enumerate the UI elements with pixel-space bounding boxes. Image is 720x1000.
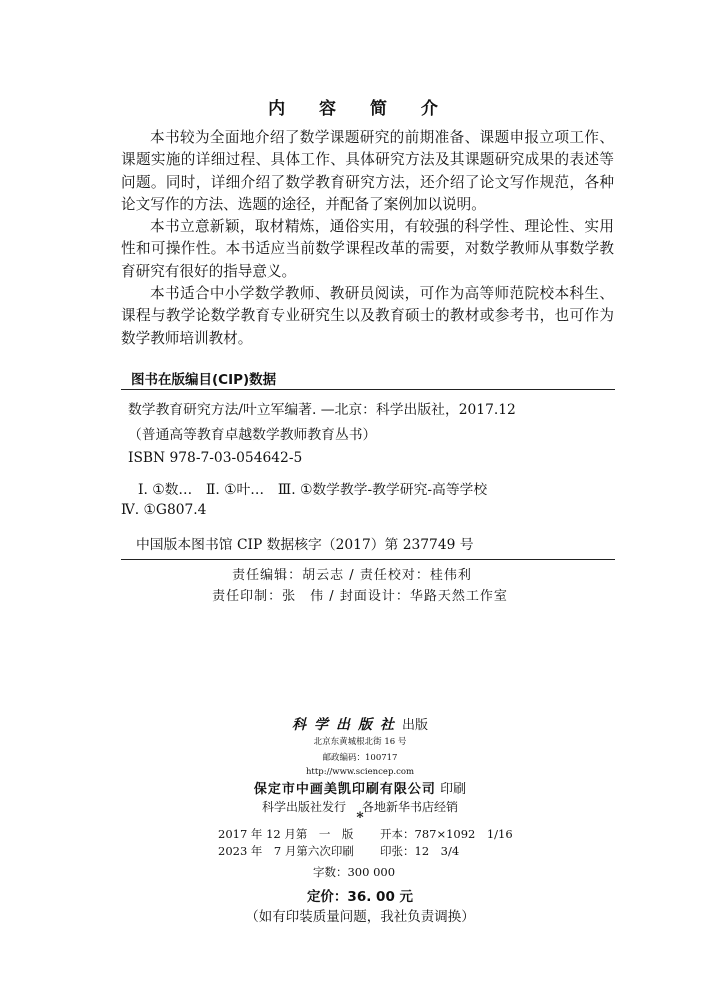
cip-classification: Ⅳ. ①G807.4 xyxy=(121,502,207,518)
book-format: 开本：787×1092 1/16 xyxy=(380,827,513,841)
cip-top-rule xyxy=(121,389,615,390)
intro-title: 内 容 简 介 xyxy=(268,99,452,119)
printer-suffix: 印刷 xyxy=(440,782,467,797)
cip-series: （普通高等教育卓越数学教师教育丛书） xyxy=(128,427,377,443)
edition-row xyxy=(218,826,518,843)
sellers: 各地新华书店经销 xyxy=(362,800,459,814)
edition-info xyxy=(218,826,518,860)
publisher-address: 北京东黄城根北街 16 号 xyxy=(313,737,407,747)
word-count: 字数：300 000 xyxy=(312,865,396,879)
printer-line xyxy=(0,778,720,797)
cip-heading: 图书在版编目(CIP)数据 xyxy=(131,372,277,388)
cip-main-entry: 数学教育研究方法/叶立军编著. —北京：科学出版社，2017.12 xyxy=(128,402,516,418)
staff-credits: 责任编辑：胡云志 / 责任校对：桂伟利 xyxy=(232,568,472,583)
price: 定价：36. 00 元 xyxy=(306,889,414,905)
cip-isbn: ISBN 978-7-03-054642-5 xyxy=(128,450,303,466)
quality-notice: （如有印装质量问题，我社负责调换） xyxy=(245,909,475,925)
intro-body xyxy=(121,127,614,350)
cip-bottom-rule xyxy=(121,559,615,560)
intro-paragraph: 本书较为全面地介绍了数学课题研究的前期准备、课题申报立项工作、课题实施的详细过程、具体工作、具体研究方法及其课题研究成果的表述等问题。同时，详细介绍了数学教育研究方法，还介绍了论文写作规范，各种论文写作的方法、选题的途径，并配备了案例加以说明。 xyxy=(121,129,614,213)
intro-paragraph: 本书适合中小学数学教师、教研员阅读，可作为高等师范院校本科生、课程与教学论数学教育专业研究生以及教育硕士的教材或参考书，也可作为数学教师培训教材。 xyxy=(121,285,614,347)
publisher-suffix: 出版 xyxy=(401,718,428,733)
distributor: 科学出版社发行 xyxy=(261,800,346,814)
edition-row xyxy=(218,843,518,860)
publisher-name: 科学出版社 xyxy=(291,717,402,733)
separator-asterisk: * xyxy=(356,810,364,826)
intro-paragraph: 本书立意新颖，取材精炼，通俗实用，有较强的科学性、理论性、实用性和可操作性。本书适应当前数学课程改革的需要，对数学教师从事数学教育研究有很好的指导意义。 xyxy=(121,218,614,280)
publisher-line xyxy=(0,714,720,734)
cip-classification: Ⅰ. ①数… Ⅱ. ①叶… Ⅲ. ①数学教学-教学研究-高等学校 xyxy=(138,482,488,498)
first-edition: 2017 年 12 月第 一 版 xyxy=(218,827,354,841)
staff-credits: 责任印制：张 伟 / 封面设计：华路天然工作室 xyxy=(212,589,508,604)
publisher-url: http://www.sciencep.com xyxy=(305,767,415,777)
printer-name: 保定市中画美凯印刷有限公司 xyxy=(253,782,436,797)
reprint-info: 2023 年 7 月第六次印刷 xyxy=(218,844,354,858)
publisher-postcode: 邮政编码：100717 xyxy=(322,753,398,763)
printed-sheets: 印张：12 3/4 xyxy=(380,844,460,858)
cip-verification: 中国版本图书馆 CIP 数据核字（2017）第 237749 号 xyxy=(136,537,474,553)
